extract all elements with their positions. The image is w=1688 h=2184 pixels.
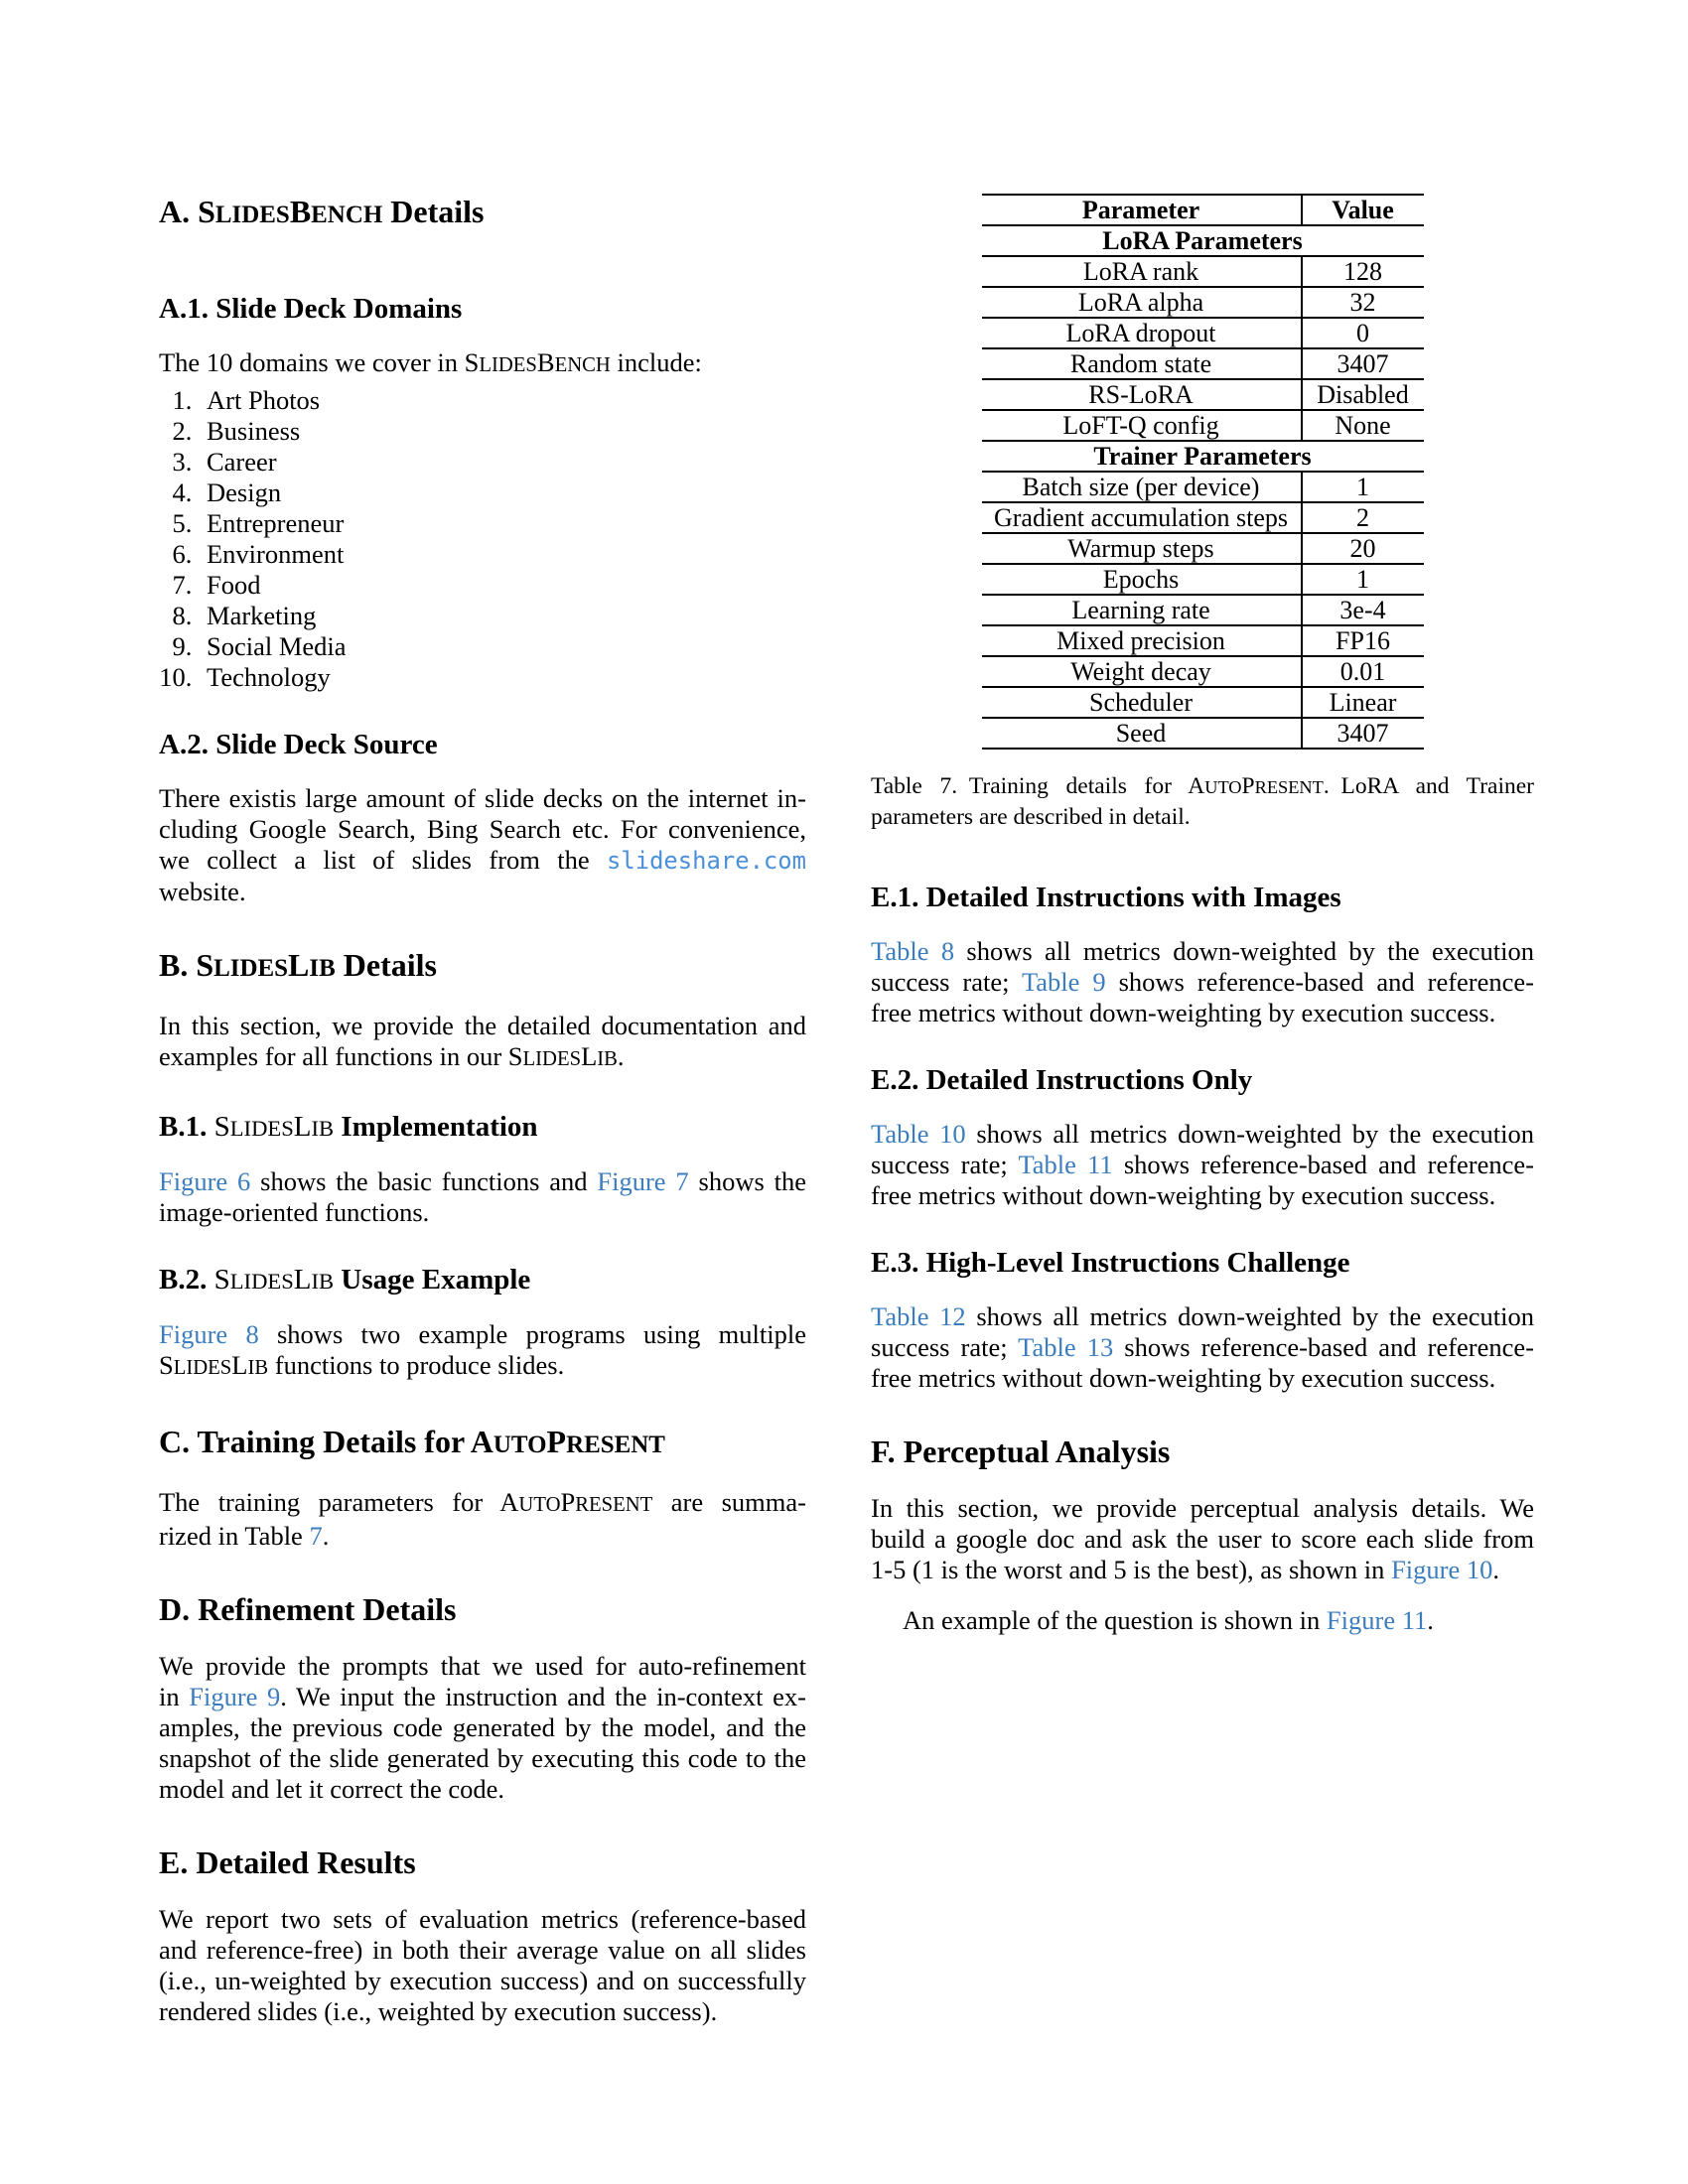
text-run: success rate; [871, 1150, 1019, 1179]
text-run: UTO [492, 1432, 547, 1458]
text-run: B.1. [159, 1111, 214, 1143]
text-line [159, 1166, 806, 1197]
text-run: free metrics without down-weighting by execution success. [871, 1180, 1496, 1210]
text-run: LIDES [479, 354, 537, 376]
section-c-heading [159, 1424, 806, 1463]
text-run: LIDES [522, 1048, 582, 1070]
text-line [871, 1119, 1534, 1150]
e3-para [871, 1301, 1534, 1394]
text-run: There existis large amount of slide decks on the internet in- [159, 783, 806, 813]
list-item: 9. Social Media [199, 631, 806, 662]
text-line [159, 1041, 806, 1075]
value-cell: 2 [1302, 502, 1424, 533]
table-row [982, 564, 1424, 595]
table-row [982, 533, 1424, 564]
right-column [871, 194, 1534, 1636]
text-run: RESENT [1254, 777, 1324, 797]
text-run: image-oriented functions. [159, 1197, 430, 1227]
text-line [871, 967, 1534, 998]
text-line [159, 1774, 806, 1805]
text-run: . [1427, 1605, 1434, 1635]
text-line [159, 845, 806, 877]
text-line [871, 1605, 1534, 1636]
text-run: B [536, 347, 555, 377]
text-run: S [464, 347, 480, 377]
param-cell: LoRA rank [982, 256, 1302, 287]
detailed-results-para [159, 1904, 806, 2027]
text-run: build a google doc and ask the user to score each slide from [871, 1524, 1534, 1554]
list-item: 10. Technology [199, 662, 806, 693]
text-line [871, 1555, 1534, 1585]
text-run: LIDES [229, 1116, 294, 1141]
table-row [982, 595, 1424, 625]
text-run: ENCH [554, 354, 611, 376]
value-cell: 128 [1302, 256, 1424, 287]
param-cell: Weight decay [982, 656, 1302, 687]
text-run: website. [159, 877, 246, 906]
text-run: IB [311, 1269, 335, 1294]
section-e-heading [159, 1844, 806, 1880]
text-run: E.3. High-Level Instructions Challenge [871, 1247, 1350, 1279]
text-run: . We input the instruction and the in-context ex- [280, 1682, 806, 1711]
section-b2-heading [159, 1264, 806, 1297]
text-run: amples, the previous code generated by the model, and the [159, 1712, 806, 1742]
table-header-row [982, 195, 1424, 225]
value-cell: None [1302, 410, 1424, 441]
text-run: We provide the prompts that we used for auto-refinement [159, 1651, 806, 1681]
value-cell: 3407 [1302, 718, 1424, 749]
value-cell: 3407 [1302, 348, 1424, 379]
text-run: In this section, we provide the detailed documentation and [159, 1011, 806, 1040]
ref-link[interactable]: Table 12 [871, 1301, 966, 1331]
text-run: free metrics without down-weighting by execution success. [871, 998, 1496, 1027]
left-column [159, 194, 806, 2027]
text-line [871, 998, 1534, 1028]
training-parameters-table [982, 194, 1424, 750]
text-run: in [159, 1682, 190, 1711]
text-run: include: [610, 347, 702, 377]
text-run: S [159, 1350, 174, 1380]
slideslib-usage-para [159, 1319, 806, 1384]
table-row [982, 472, 1424, 502]
text-run: B.2. [159, 1264, 214, 1296]
text-run: LIDES [229, 1269, 294, 1294]
text-run: IB [597, 1048, 618, 1070]
text-run: . [1492, 1555, 1499, 1584]
text-run: P [546, 1424, 567, 1459]
ref-link[interactable]: Figure 7 [597, 1166, 689, 1196]
text-run: shows the [688, 1166, 807, 1196]
text-run: shows two example programs using multiple [258, 1319, 806, 1349]
text-run: shows reference-based and reference- [1112, 1150, 1534, 1179]
text-line [159, 1011, 806, 1041]
text-run: E. Detailed Results [159, 1844, 416, 1880]
list-item: 1. Art Photos [199, 385, 806, 416]
param-cell: LoRA dropout [982, 318, 1302, 348]
refinement-details-para [159, 1651, 806, 1805]
param-cell: Gradient accumulation steps [982, 502, 1302, 533]
text-line [159, 1743, 806, 1774]
training-details-para [159, 1487, 806, 1552]
text-run: Usage Example [334, 1264, 531, 1296]
text-run: . [322, 1521, 330, 1551]
ref-link[interactable]: Figure 6 [159, 1166, 251, 1196]
ref-link[interactable]: Figure 9 [189, 1682, 281, 1711]
text-run: shows all metrics down-weighted by the execution [954, 936, 1534, 966]
text-run: S [198, 194, 215, 229]
text-run: LIDES [173, 1357, 232, 1379]
table-row [982, 410, 1424, 441]
text-line [159, 1996, 806, 2027]
table-section-label: LoRA Parameters [982, 225, 1424, 256]
text-run: examples for all functions in our [159, 1041, 508, 1071]
text-run: 1-5 (1 is the worst and 5 is the best), as shown in [871, 1555, 1392, 1584]
text-run: LIDES [214, 202, 290, 228]
text-run: rendered slides (i.e., weighted by execution success). [159, 1996, 718, 2026]
table-row [982, 687, 1424, 718]
value-cell: 32 [1302, 287, 1424, 318]
section-e1-heading [871, 882, 1534, 914]
text-line [159, 1651, 806, 1682]
param-cell: LoFT-Q config [982, 410, 1302, 441]
param-cell: Epochs [982, 564, 1302, 595]
text-run: S [213, 1264, 230, 1296]
list-item: 5. Entrepreneur [199, 508, 806, 539]
text-run: success rate; [871, 1332, 1019, 1362]
list-item: 4. Design [199, 478, 806, 508]
table-row [982, 502, 1424, 533]
text-line [871, 1332, 1534, 1363]
text-run: P [1241, 773, 1255, 799]
table-row [982, 287, 1424, 318]
value-cell: Disabled [1302, 379, 1424, 410]
ref-link[interactable]: Figure 10 [1391, 1555, 1493, 1584]
table-section-row [982, 441, 1424, 472]
text-run: RESENT [566, 1432, 665, 1458]
table-row [982, 718, 1424, 749]
text-run: model and let it correct the code. [159, 1774, 505, 1804]
text-run: An example of the question is shown in [903, 1605, 1327, 1635]
e2-para [871, 1119, 1534, 1211]
ref-link[interactable]: Table 8 [871, 936, 955, 966]
param-cell: Learning rate [982, 595, 1302, 625]
table-row [982, 379, 1424, 410]
text-line [159, 1904, 806, 1935]
text-run: (i.e., un-weighted by execution success) and on successfully [159, 1966, 806, 1995]
text-line [159, 814, 806, 845]
list-item: 8. Marketing [199, 601, 806, 631]
text-run: C. Training Details for [159, 1424, 471, 1459]
text-run: RESENT [575, 1494, 653, 1516]
text-run: L [581, 1041, 598, 1071]
table-row [982, 656, 1424, 687]
domains-list [159, 385, 806, 693]
text-line [159, 1966, 806, 1996]
slideslib-implementation-para [159, 1166, 806, 1228]
text-line [871, 771, 1534, 802]
text-run: parameters are described in detail. [871, 804, 1191, 830]
param-cell: LoRA alpha [982, 287, 1302, 318]
text-run: Implementation [334, 1111, 538, 1143]
param-cell: Random state [982, 348, 1302, 379]
domains-intro-para [159, 347, 806, 381]
text-run: B [289, 194, 312, 229]
text-run: In this section, we provide perceptual analysis details. We [871, 1493, 1534, 1523]
list-item: 7. Food [199, 570, 806, 601]
param-cell: Warmup steps [982, 533, 1302, 564]
ref-link[interactable]: Figure 11 [1326, 1605, 1428, 1635]
text-line [871, 1180, 1534, 1211]
text-line [871, 802, 1534, 832]
perceptual-analysis-para [871, 1493, 1534, 1585]
section-d-heading [159, 1591, 806, 1627]
text-run: are summa- [652, 1487, 806, 1517]
text-run: A.1. Slide Deck Domains [159, 293, 463, 325]
slideslib-details-para [159, 1011, 806, 1075]
text-run: A. [159, 194, 199, 229]
list-item: 2. Business [199, 416, 806, 447]
text-run: A [1188, 773, 1205, 799]
param-cell: Scheduler [982, 687, 1302, 718]
text-line [871, 1363, 1534, 1394]
text-run: IB [309, 955, 336, 982]
text-run: The 10 domains we cover in [159, 347, 465, 377]
list-item: 6. Environment [199, 539, 806, 570]
param-header-cell: Parameter [982, 195, 1302, 225]
text-run: shows all metrics down-weighted by the execution [965, 1301, 1534, 1331]
value-cell: 0.01 [1302, 656, 1424, 687]
text-run: E.2. Detailed Instructions Only [871, 1064, 1253, 1096]
text-run: IB [247, 1357, 269, 1379]
text-run: S [196, 947, 214, 983]
text-line [159, 1712, 806, 1743]
text-run: L [293, 1264, 312, 1296]
text-run: Details [382, 194, 485, 229]
text-line [871, 1524, 1534, 1555]
text-run: . LoRA and Trainer [1323, 773, 1534, 799]
section-a2-heading [159, 729, 806, 761]
text-run: we collect a list of slides from the [159, 845, 608, 875]
section-a1-heading [159, 293, 806, 326]
text-line [159, 1350, 806, 1384]
section-a-heading [159, 194, 806, 233]
ref-link[interactable]: slideshare.com [607, 847, 806, 875]
table-row [982, 256, 1424, 287]
section-b1-heading [159, 1111, 806, 1145]
value-cell: 20 [1302, 533, 1424, 564]
text-run: free metrics without down-weighting by execution success. [871, 1363, 1496, 1393]
ref-link[interactable]: Table 9 [1021, 967, 1106, 997]
text-line [159, 1487, 806, 1521]
text-run: S [213, 1111, 230, 1143]
text-run: P [560, 1487, 576, 1517]
text-run: L [231, 1350, 248, 1380]
text-line [871, 1150, 1534, 1180]
section-f-heading [871, 1433, 1534, 1469]
value-cell: 0 [1302, 318, 1424, 348]
text-run: Details [335, 947, 437, 983]
text-run: E.1. Detailed Instructions with Images [871, 882, 1341, 913]
text-run: Table 7. Training details for [871, 773, 1189, 799]
value-cell: FP16 [1302, 625, 1424, 656]
value-cell: 1 [1302, 472, 1424, 502]
text-run: We report two sets of evaluation metrics (reference-based [159, 1904, 806, 1934]
value-cell: Linear [1302, 687, 1424, 718]
text-line [871, 1301, 1534, 1332]
ref-link[interactable]: Table 13 [1018, 1332, 1114, 1362]
text-line [159, 1197, 806, 1228]
text-run: D. Refinement Details [159, 1591, 457, 1627]
text-line [159, 1319, 806, 1350]
text-run: B. [159, 947, 197, 983]
text-run: and reference-free) in both their average value on all slides [159, 1935, 806, 1965]
value-header-cell: Value [1302, 195, 1424, 225]
slide-deck-source-para [159, 783, 806, 907]
section-b-heading [159, 947, 806, 987]
text-run: F. Perceptual Analysis [871, 1433, 1171, 1469]
text-run: L [293, 1111, 312, 1143]
ref-link[interactable]: Figure 8 [159, 1319, 259, 1349]
text-run: The training parameters for [159, 1487, 500, 1517]
table-row [982, 318, 1424, 348]
table-row [982, 348, 1424, 379]
ref-link[interactable]: Table 11 [1018, 1150, 1113, 1179]
text-line [159, 347, 806, 381]
text-run: rized in Table [159, 1521, 310, 1551]
text-run: A.2. Slide Deck Source [159, 729, 438, 760]
text-line [159, 877, 806, 907]
text-line [159, 783, 806, 814]
text-run: snapshot of the slide generated by executing this code to the [159, 1743, 806, 1773]
text-run: S [507, 1041, 523, 1071]
text-run: L [288, 947, 310, 983]
text-run: shows the basic functions and [250, 1166, 598, 1196]
text-run: cluding Google Search, Bing Search etc. For convenience, [159, 814, 806, 844]
text-run: shows reference-based and reference- [1105, 967, 1534, 997]
text-run: ENCH [311, 202, 383, 228]
text-line [871, 1493, 1534, 1524]
e1-para [871, 936, 1534, 1028]
text-run: IB [311, 1116, 335, 1141]
list-item: 3. Career [199, 447, 806, 478]
table-section-label: Trainer Parameters [982, 441, 1424, 472]
table-row [982, 625, 1424, 656]
param-cell: RS-LoRA [982, 379, 1302, 410]
param-cell: Batch size (per device) [982, 472, 1302, 502]
text-run: LIDES [213, 955, 289, 982]
perceptual-example-para [871, 1605, 1534, 1636]
param-cell: Seed [982, 718, 1302, 749]
text-run: shows reference-based and reference- [1113, 1332, 1534, 1362]
value-cell: 3e-4 [1302, 595, 1424, 625]
text-run: functions to produce slides. [268, 1350, 565, 1380]
ref-link[interactable]: Table 10 [871, 1119, 966, 1149]
table-section-row [982, 225, 1424, 256]
text-run: UTO [1204, 777, 1242, 797]
section-e2-heading [871, 1064, 1534, 1097]
text-run: A [470, 1424, 493, 1459]
table7-caption [871, 771, 1534, 832]
text-run: success rate; [871, 967, 1022, 997]
ref-link[interactable]: 7 [309, 1521, 323, 1551]
text-line [159, 1935, 806, 1966]
value-cell: 1 [1302, 564, 1424, 595]
text-run: . [617, 1041, 625, 1071]
text-run: shows all metrics down-weighted by the execution [965, 1119, 1534, 1149]
text-line [159, 1682, 806, 1712]
text-run: UTO [518, 1494, 561, 1516]
text-line [159, 1521, 806, 1552]
section-e3-heading [871, 1247, 1534, 1280]
text-run: A [499, 1487, 519, 1517]
text-line [871, 936, 1534, 967]
param-cell: Mixed precision [982, 625, 1302, 656]
